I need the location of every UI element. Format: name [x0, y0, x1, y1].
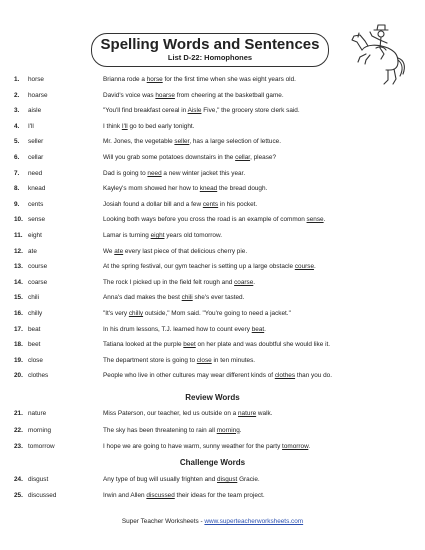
spelling-word: clothes — [28, 372, 49, 380]
underlined-word: course — [294, 263, 315, 271]
sentence-text: I think — [103, 122, 122, 130]
sentence-text: Gracie. — [237, 476, 260, 483]
challenge-heading: Challenge Words — [179, 458, 246, 467]
spelling-word: disgust — [28, 476, 49, 483]
spelling-word: tomorrow — [28, 443, 55, 451]
sentence-text: Brianna rode a — [103, 76, 147, 83]
example-sentence — [103, 231, 222, 241]
sentence-text: Anna's dad makes the best — [103, 294, 182, 302]
underlined-word: seller — [174, 138, 190, 146]
item-number: 24. — [14, 476, 23, 483]
spelling-word: chili — [28, 294, 40, 302]
sentence-text: Miss Paterson, our teacher, led us outside on a — [103, 410, 238, 417]
sentence-text: every last piece of that delicious cherry pie. — [123, 247, 248, 255]
example-sentence — [103, 137, 281, 147]
sentence-text: than you do. — [295, 372, 333, 380]
underlined-word: chilly — [128, 310, 144, 317]
sentence-text: she's ever tasted. — [192, 294, 245, 302]
item-number: 15. — [14, 294, 23, 302]
sentence-text: , please? — [250, 154, 276, 161]
spelling-word: knead — [28, 185, 46, 193]
spelling-word: cents — [28, 200, 44, 208]
spelling-word: morning — [28, 426, 52, 434]
spelling-word: aisle — [28, 107, 42, 115]
example-sentence — [103, 356, 255, 366]
underlined-word: ate — [114, 247, 124, 255]
item-number: 6. — [14, 154, 20, 161]
sentence-text: "It's very — [103, 310, 129, 317]
sentence-text: years old tomorrow. — [164, 232, 223, 239]
underlined-word: knead — [199, 185, 218, 193]
example-sentence — [103, 91, 284, 101]
underlined-word: close — [196, 356, 212, 364]
sentence-text: I hope we are going to have warm, sunny weather for the party — [103, 443, 283, 451]
item-number: 18. — [14, 341, 23, 349]
sentence-text: walk. — [256, 410, 273, 417]
item-number: 11. — [14, 232, 23, 239]
sentence-text: The sky has been threatening to rain all — [103, 426, 217, 434]
spelling-word: chilly — [28, 310, 43, 317]
example-sentence — [103, 200, 257, 210]
underlined-word: chili — [181, 294, 193, 302]
underlined-word: horse — [146, 76, 163, 83]
underlined-word: disgust — [217, 476, 238, 483]
example-sentence — [103, 75, 296, 85]
sentence-text: . — [314, 263, 316, 271]
sentence-text: Looking both ways before you cross the road is an example of common — [103, 216, 307, 224]
example-sentence — [103, 293, 244, 303]
example-sentence — [103, 371, 332, 381]
underlined-word: coarse — [234, 278, 254, 286]
item-number: 14. — [14, 278, 23, 286]
underlined-word: need — [147, 169, 162, 177]
underlined-word: eight — [150, 232, 165, 239]
sentence-text: in his pocket. — [218, 200, 258, 208]
item-number: 2. — [14, 91, 20, 99]
footer — [0, 517, 425, 527]
item-number: 17. — [14, 325, 23, 333]
example-sentence — [103, 325, 266, 335]
spelling-word: discussed — [28, 492, 57, 499]
sentence-text: The rock I picked up in the field felt rough and — [103, 278, 235, 286]
example-sentence — [103, 409, 272, 419]
underlined-word: clothes — [274, 372, 296, 380]
cowboy-horse-illustration — [348, 24, 408, 90]
sentence-text: The department store is going to — [103, 356, 197, 364]
sentence-text: their ideas for the team project. — [174, 492, 265, 499]
footer-text: Super Teacher Worksheets - — [121, 518, 205, 525]
example-sentence — [103, 215, 325, 225]
sentence-text: from cheering at the basketball game. — [174, 91, 284, 99]
spelling-word: need — [28, 169, 43, 177]
spelling-word: ate — [28, 247, 37, 255]
item-number: 19. — [14, 356, 23, 364]
sentence-text: a new winter jacket this year. — [161, 169, 246, 177]
sentence-text: We — [103, 247, 115, 255]
example-sentence — [103, 426, 242, 436]
page-title: Spelling Words and Sentences — [100, 36, 320, 53]
underlined-word: morning — [216, 426, 240, 434]
spelling-word: close — [28, 356, 43, 364]
spelling-word: eight — [28, 232, 42, 239]
spelling-word: horse — [28, 76, 44, 83]
example-sentence — [103, 122, 194, 132]
sentence-text: Josiah found a dollar bill and a few — [103, 200, 203, 208]
item-number: 1. — [14, 76, 20, 83]
sentence-text: . — [239, 426, 242, 434]
item-number: 8. — [14, 185, 20, 193]
sentence-text: Tatiana looked at the purple — [103, 341, 184, 349]
sentence-text: for the first time when she was eight years old. — [162, 76, 296, 83]
spelling-word: nature — [28, 410, 47, 417]
sentence-text: . — [264, 325, 266, 333]
sentence-text: At the spring festival, our gym teacher is setting up a large obstacle — [103, 263, 295, 271]
item-number: 5. — [14, 138, 20, 146]
sentence-text: David's voice was — [103, 91, 156, 99]
sentence-text: . — [253, 278, 256, 286]
item-number: 22. — [14, 426, 23, 434]
title-box — [91, 33, 329, 67]
example-sentence — [103, 153, 276, 163]
spelling-word: cellar — [28, 154, 44, 161]
spelling-word: course — [28, 263, 48, 271]
item-number: 12. — [14, 247, 23, 255]
spelling-word: seller — [28, 138, 44, 146]
sentence-text: , has a large selection of lettuce. — [189, 138, 281, 146]
item-number: 25. — [14, 492, 23, 499]
sentence-text: Dad is going to — [103, 169, 148, 177]
sentence-text: People who live in other cultures may wear different kinds of — [103, 372, 275, 380]
example-sentence — [103, 106, 300, 116]
item-number: 3. — [14, 107, 20, 115]
sentence-text: Irwin and Allen — [103, 492, 147, 499]
example-sentence — [103, 309, 291, 319]
item-number: 23. — [14, 443, 23, 451]
spelling-word: beat — [28, 325, 41, 333]
item-number: 21. — [14, 410, 23, 417]
underlined-word: tomorrow — [282, 443, 309, 451]
underlined-word: nature — [238, 410, 257, 417]
sentence-text: Mr. Jones, the vegetable — [103, 138, 175, 146]
underlined-word: beet — [183, 341, 196, 349]
example-sentence — [103, 340, 330, 350]
underlined-word: discussed — [146, 492, 175, 499]
sentence-text: go to bed early tonight. — [127, 122, 195, 130]
spelling-word: I'll — [28, 122, 34, 130]
spelling-word: beet — [28, 341, 41, 349]
underlined-word: beat — [251, 325, 265, 333]
underlined-word: sense — [306, 216, 324, 224]
example-sentence — [103, 262, 316, 272]
sentence-text: Lamar is turning — [103, 232, 151, 239]
footer-link[interactable]: www.superteacherworksheets.com — [204, 518, 304, 525]
underlined-word: Aisle — [187, 107, 202, 115]
underlined-word: I'll — [121, 122, 128, 130]
example-sentence — [103, 169, 245, 179]
item-number: 4. — [14, 122, 20, 130]
review-heading: Review Words — [185, 393, 240, 402]
sentence-text: Kayley's mom showed her how to — [103, 185, 200, 193]
sentence-text: . — [308, 443, 311, 451]
item-number: 10. — [14, 216, 23, 224]
sentence-text: Any type of bug will usually frighten and — [103, 476, 218, 483]
example-sentence — [103, 491, 265, 501]
item-number: 16. — [14, 310, 23, 317]
item-number: 7. — [14, 169, 20, 177]
sentence-text: In his drum lessons, T.J. learned how to count every — [103, 325, 252, 333]
underlined-word: cents — [202, 200, 219, 208]
sentence-text: in ten minutes. — [211, 356, 256, 364]
example-sentence — [103, 247, 247, 257]
example-sentence — [103, 184, 267, 194]
spelling-word: hoarse — [28, 91, 48, 99]
page-subtitle: List D-22: Homophones — [167, 53, 253, 62]
underlined-word: cellar — [235, 154, 251, 161]
sentence-text: "You'll find breakfast cereal in — [103, 107, 188, 115]
item-number: 13. — [14, 263, 23, 271]
spelling-word: coarse — [28, 278, 48, 286]
sentence-text: the bread dough. — [217, 185, 268, 193]
sentence-text: . — [323, 216, 326, 224]
example-sentence — [103, 475, 260, 485]
sentence-text: Will you grab some potatoes downstairs in the — [103, 154, 236, 161]
item-number: 20. — [14, 372, 23, 380]
sentence-text: on her plate and was doubtful she would like it. — [195, 341, 331, 349]
item-number: 9. — [14, 200, 20, 208]
sentence-text: Five," the grocery store clerk said. — [201, 107, 300, 115]
sentence-text: outside," Mom said. "You're going to need a jacket." — [143, 310, 291, 317]
example-sentence — [103, 278, 255, 288]
underlined-word: hoarse — [155, 91, 175, 99]
spelling-word: sense — [28, 216, 46, 224]
example-sentence — [103, 442, 310, 452]
